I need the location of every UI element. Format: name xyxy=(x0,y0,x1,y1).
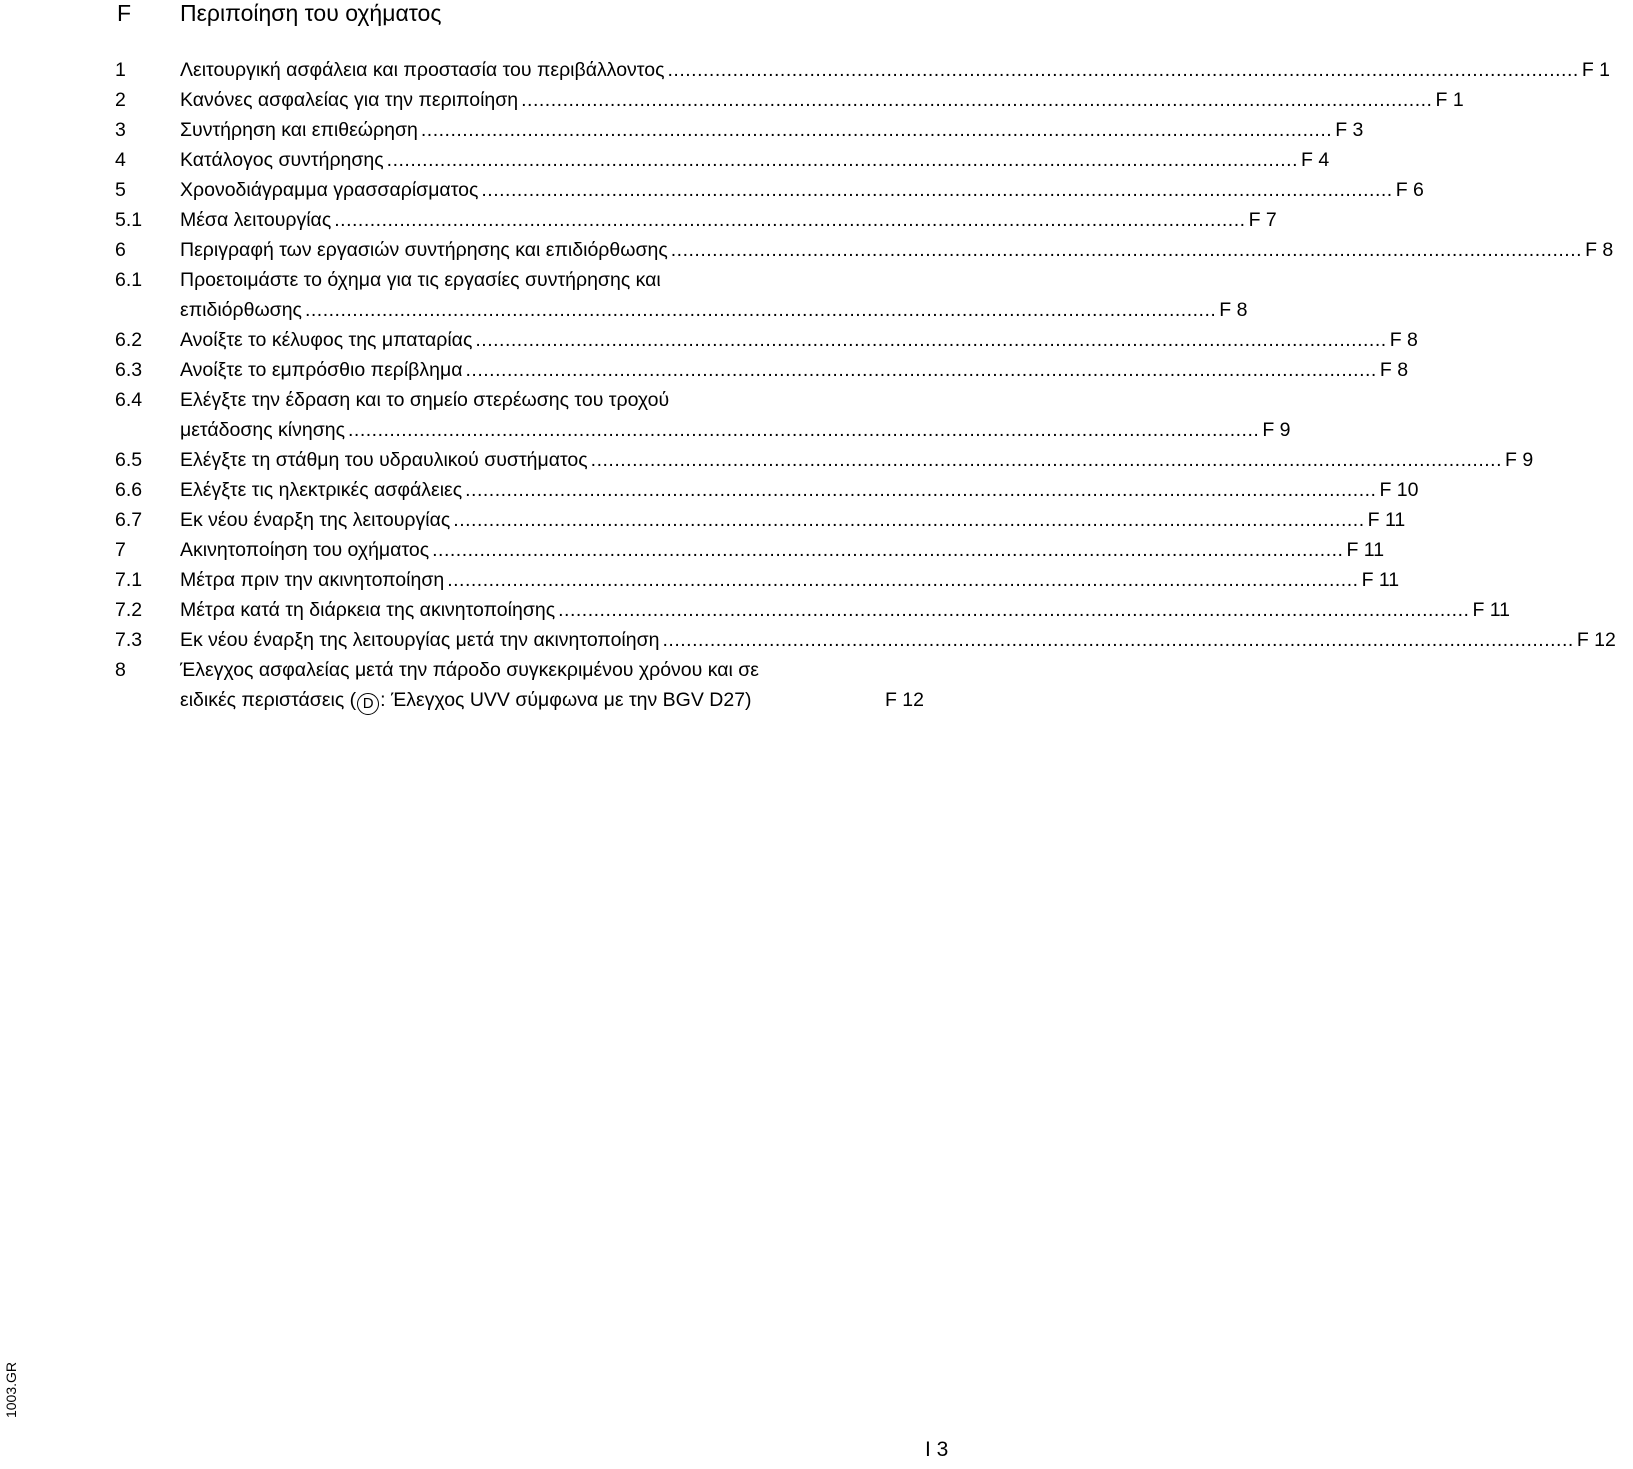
toc-entry-title: Περιγραφή των εργασιών συντήρησης και επιδιόρθωσης xyxy=(180,239,668,261)
toc-entry-page: F 1 xyxy=(1581,59,1611,81)
toc-entry-number: 7.2 xyxy=(115,599,143,621)
toc-entry-title: Ελέγξτε την έδραση και το σημείο στερέωσης του τροχού xyxy=(180,389,670,411)
toc-entry-title: Ακινητοποίηση του οχήματος xyxy=(180,539,430,561)
toc-entry-title: Έλεγχος ασφαλείας μετά την πάροδο συγκεκριμένου χρόνου και σε xyxy=(180,659,760,681)
dot-leader: .......................................................................................................................................................... xyxy=(465,479,1377,501)
toc-entry-number: 6.6 xyxy=(115,479,143,501)
toc-entry-title: ειδικές περιστάσεις ( xyxy=(180,689,357,711)
toc-entry[interactable] xyxy=(0,625,1616,655)
toc-entry-number: 7.3 xyxy=(115,629,143,651)
toc-entry-number: 2 xyxy=(115,89,126,111)
toc-entry-number: 1 xyxy=(115,59,126,81)
dot-leader: .......................................................................................................................................................... xyxy=(447,569,1359,591)
toc-entry[interactable] xyxy=(0,145,1330,175)
toc-entry-page: F 8 xyxy=(1219,299,1248,321)
toc-entry-page: F 11 xyxy=(1346,539,1385,561)
dot-leader: .......................................................................................................................................................... xyxy=(475,329,1387,351)
toc-entry-title-continued: : Έλεγχος UVV σύμφωνα με την BGV D27) xyxy=(380,689,752,711)
toc-entry-number: 6.1 xyxy=(115,269,143,291)
toc-entry-title: Μέτρα κατά τη διάρκεια της ακινητοποίησης xyxy=(180,599,556,621)
toc-entry[interactable] xyxy=(0,265,1248,325)
section-letter: F xyxy=(117,0,132,26)
toc-entry-title: Ανοίξτε το εμπρόσθιο περίβλημα xyxy=(180,359,463,381)
toc-entry-number: 8 xyxy=(115,659,126,681)
toc-entry[interactable] xyxy=(0,175,1424,205)
toc-entry[interactable] xyxy=(0,205,1277,235)
toc-entry-title: Χρονοδιάγραμμα γρασσαρίσματος xyxy=(180,179,479,201)
document-code xyxy=(0,1360,22,1420)
toc-entry[interactable] xyxy=(0,445,1534,475)
toc-entry-page: F 7 xyxy=(1248,209,1277,231)
toc-entry-page: F 10 xyxy=(1379,479,1419,501)
dot-leader: .......................................................................................................................................................... xyxy=(521,89,1433,111)
toc-entry-number: 6.2 xyxy=(115,329,143,351)
dot-leader: .......................................................................................................................................................... xyxy=(432,539,1344,561)
toc-entry-title: μετάδοσης κίνησης xyxy=(180,419,345,441)
toc-entry[interactable] xyxy=(0,595,1511,625)
toc-entry-number: 6.3 xyxy=(115,359,143,381)
toc-entry-title: Συντήρηση και επιθεώρηση xyxy=(180,119,418,141)
toc-entry-number: 6.4 xyxy=(115,389,143,411)
toc-entry[interactable] xyxy=(0,655,960,717)
toc-entry-title: Κατάλογος συντήρησης xyxy=(180,149,384,171)
toc-entry-title: Μέσα λειτουργίας xyxy=(180,209,332,231)
toc-entry-title: Λειτουργική ασφάλεια και προστασία του περιβάλλοντος xyxy=(180,59,665,81)
toc-entry-title: Ελέγξτε τη στάθμη του υδραυλικού συστήματος xyxy=(180,449,588,471)
toc-entry-number: 6 xyxy=(115,239,126,261)
dot-leader: .......................................................................................................................................................... xyxy=(670,239,1583,261)
toc-entry-page: F 8 xyxy=(1389,329,1418,351)
dot-leader: .......................................................................................................................................................... xyxy=(662,629,1574,651)
table-of-contents xyxy=(0,55,1616,717)
dot-leader: .......................................................................................................................................................... xyxy=(667,59,1579,81)
toc-entry-page: F 6 xyxy=(1395,179,1424,201)
dot-leader: .......................................................................................................................................................... xyxy=(590,449,1503,471)
toc-entry-page: F 8 xyxy=(1585,239,1614,261)
toc-entry[interactable] xyxy=(0,325,1418,355)
dot-leader: .......................................................................................................................................................... xyxy=(465,359,1377,381)
toc-entry[interactable] xyxy=(0,115,1364,145)
toc-entry-number: 6.7 xyxy=(115,509,143,531)
toc-entry-page: F 11 xyxy=(1472,599,1511,621)
toc-entry-number: 7 xyxy=(115,539,126,561)
dot-leader: .......................................................................................................................................................... xyxy=(347,419,1260,441)
toc-entry-page: F 12 xyxy=(1576,629,1616,651)
toc-entry[interactable] xyxy=(0,235,1614,265)
document-code-text: 1003.GR xyxy=(3,1361,19,1419)
toc-entry-number: 5.1 xyxy=(115,209,143,231)
toc-entry-title: Ανοίξτε το κέλυφος της μπαταρίας xyxy=(180,329,473,351)
toc-entry-number: 6.5 xyxy=(115,449,143,471)
toc-entry[interactable] xyxy=(0,505,1406,535)
toc-entry[interactable] xyxy=(0,355,1409,385)
toc-entry-number: 5 xyxy=(115,179,126,201)
dot-leader: .......................................................................................................................................................... xyxy=(481,179,1393,201)
toc-entry-title: Εκ νέου έναρξη της λειτουργίας μετά την ακινητοποίηση xyxy=(180,629,660,651)
toc-entry[interactable] xyxy=(0,385,1291,445)
dot-leader: .......................................................................................................................................................... xyxy=(386,149,1299,171)
toc-entry-title: Ελέγξτε τις ηλεκτρικές ασφάλειες xyxy=(180,479,463,501)
toc-entry-title: Κανόνες ασφαλείας για την περιποίηση xyxy=(180,89,519,111)
toc-entry-page: F 11 xyxy=(1361,569,1400,591)
toc-entry-page: F 9 xyxy=(1262,419,1291,441)
page-number: I 3 xyxy=(925,1438,949,1461)
country-mark-icon: D xyxy=(357,693,379,715)
section-title: Περιποίηση του οχήματος xyxy=(180,0,442,26)
toc-entry[interactable] xyxy=(0,535,1385,565)
toc-entry-page: F 11 xyxy=(1367,509,1406,531)
toc-entry-number: 3 xyxy=(115,119,126,141)
toc-entry-title: Προετοιμάστε το όχημα για τις εργασίες συντήρησης και xyxy=(180,269,661,291)
dot-leader: .......................................................................................................................................................... xyxy=(304,299,1217,321)
toc-entry-title: επιδιόρθωσης xyxy=(180,299,302,321)
toc-entry[interactable] xyxy=(0,565,1400,595)
dot-leader: .......................................................................................................................................................... xyxy=(558,599,1470,621)
toc-entry[interactable] xyxy=(0,475,1419,505)
section-heading xyxy=(0,0,960,30)
toc-entry-page: F 1 xyxy=(1435,89,1464,111)
toc-entry-number: 4 xyxy=(115,149,126,171)
toc-entry-page: F 12 xyxy=(884,689,924,711)
dot-leader: .......................................................................................................................................................... xyxy=(334,209,1246,231)
toc-entry[interactable] xyxy=(0,55,1611,85)
toc-entry-page: F 4 xyxy=(1301,149,1330,171)
dot-leader: .......................................................................................................................................................... xyxy=(453,509,1365,531)
toc-entry[interactable] xyxy=(0,85,1464,115)
toc-entry-title: Εκ νέου έναρξη της λειτουργίας xyxy=(180,509,451,531)
toc-entry-page: F 8 xyxy=(1379,359,1409,381)
toc-entry-page: F 9 xyxy=(1505,449,1534,471)
toc-entry-title: Μέτρα πριν την ακινητοποίηση xyxy=(180,569,445,591)
dot-leader: .......................................................................................................................................................... xyxy=(420,119,1333,141)
toc-entry-number: 7.1 xyxy=(115,569,143,591)
toc-entry-page: F 3 xyxy=(1335,119,1364,141)
